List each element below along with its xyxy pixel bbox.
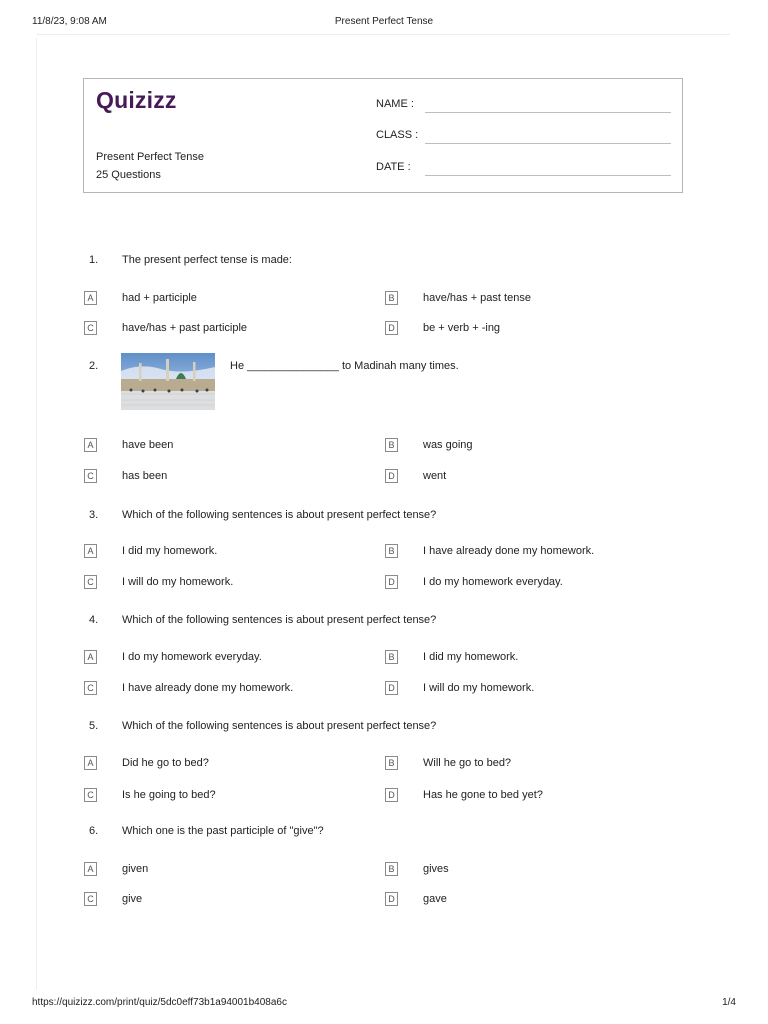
question-number: 4. xyxy=(89,614,99,626)
question-number: 2. xyxy=(89,360,99,372)
option-letter: B xyxy=(385,650,398,664)
question-text: The present perfect tense is made: xyxy=(122,254,292,266)
class-label: CLASS : xyxy=(376,129,419,141)
option-text: I do my homework everyday. xyxy=(423,576,563,588)
page-top-rule xyxy=(36,34,730,35)
option-letter: D xyxy=(385,788,398,802)
mosque-photo xyxy=(121,353,215,410)
page-left-rule xyxy=(36,38,37,990)
question-number: 5. xyxy=(89,720,99,732)
print-datetime: 11/8/23, 9:08 AM xyxy=(32,16,107,27)
question-number: 6. xyxy=(89,825,99,837)
option-letter: D xyxy=(385,681,398,695)
option-letter: A xyxy=(84,650,97,664)
quiz-header-box xyxy=(83,78,683,193)
option-letter: D xyxy=(385,469,398,483)
option-letter: B xyxy=(385,862,398,876)
option-text: Is he going to bed? xyxy=(122,789,216,801)
option-letter: C xyxy=(84,575,97,589)
option-text: have/has + past participle xyxy=(122,322,248,334)
option-letter: D xyxy=(385,575,398,589)
option-text: given xyxy=(122,863,149,875)
option-letter: A xyxy=(84,544,97,558)
option-letter: A xyxy=(84,756,97,770)
option-letter: A xyxy=(84,291,97,305)
option-letter: C xyxy=(84,321,97,335)
option-letter: B xyxy=(385,756,398,770)
option-text: I have already done my homework. xyxy=(122,682,294,694)
question-text: He _______________ to Madinah many times. xyxy=(230,360,459,372)
name-line xyxy=(425,112,671,113)
class-line xyxy=(425,143,671,144)
option-letter: C xyxy=(84,892,97,906)
option-text: was going xyxy=(423,439,473,451)
option-text: I do my homework everyday. xyxy=(122,651,262,663)
date-line xyxy=(425,175,671,176)
option-letter: B xyxy=(385,438,398,452)
print-title: Present Perfect Tense xyxy=(334,16,434,27)
option-letter: D xyxy=(385,321,398,335)
option-letter: B xyxy=(385,544,398,558)
question-text: Which of the following sentences is about present perfect tense? xyxy=(122,720,437,732)
option-letter: A xyxy=(84,862,97,876)
option-text: had + participle xyxy=(122,292,197,304)
quiz-title: Present Perfect Tense xyxy=(96,151,205,163)
print-url[interactable]: https://quizizz.com/print/quiz/5dc0eff73b1a94001b408a6c xyxy=(32,997,287,1008)
option-text: gave xyxy=(423,893,447,905)
option-text: has been xyxy=(122,470,168,482)
option-text: I will do my homework. xyxy=(423,682,535,694)
option-letter: A xyxy=(84,438,97,452)
option-letter: C xyxy=(84,681,97,695)
question-count: 25 Questions xyxy=(96,169,161,181)
question-text: Which of the following sentences is about present perfect tense? xyxy=(122,614,437,626)
option-text: gives xyxy=(423,863,449,875)
option-text: Did he go to bed? xyxy=(122,757,209,769)
mosque-photo-graphic xyxy=(121,353,215,410)
date-label: DATE : xyxy=(376,161,411,173)
print-header xyxy=(32,16,736,30)
question-text: Which one is the past participle of "give"? xyxy=(122,825,324,837)
question-text: Which of the following sentences is about present perfect tense? xyxy=(122,509,437,521)
question-number: 3. xyxy=(89,509,99,521)
page-number: 1/4 xyxy=(722,997,736,1008)
name-label: NAME : xyxy=(376,98,414,110)
option-letter: D xyxy=(385,892,398,906)
option-text: Has he gone to bed yet? xyxy=(423,789,543,801)
option-text: I did my homework. xyxy=(122,545,218,557)
option-letter: B xyxy=(385,291,398,305)
option-text: went xyxy=(423,470,447,482)
option-text: be + verb + -ing xyxy=(423,322,501,334)
quizizz-logo: Quizizz xyxy=(96,87,177,113)
option-text: I did my homework. xyxy=(423,651,519,663)
option-text: have/has + past tense xyxy=(423,292,531,304)
print-footer xyxy=(32,997,736,1011)
option-letter: C xyxy=(84,788,97,802)
option-text: have been xyxy=(122,439,174,451)
option-text: give xyxy=(122,893,143,905)
option-letter: C xyxy=(84,469,97,483)
option-text: Will he go to bed? xyxy=(423,757,512,769)
option-text: I have already done my homework. xyxy=(423,545,595,557)
question-number: 1. xyxy=(89,254,99,266)
option-text: I will do my homework. xyxy=(122,576,234,588)
